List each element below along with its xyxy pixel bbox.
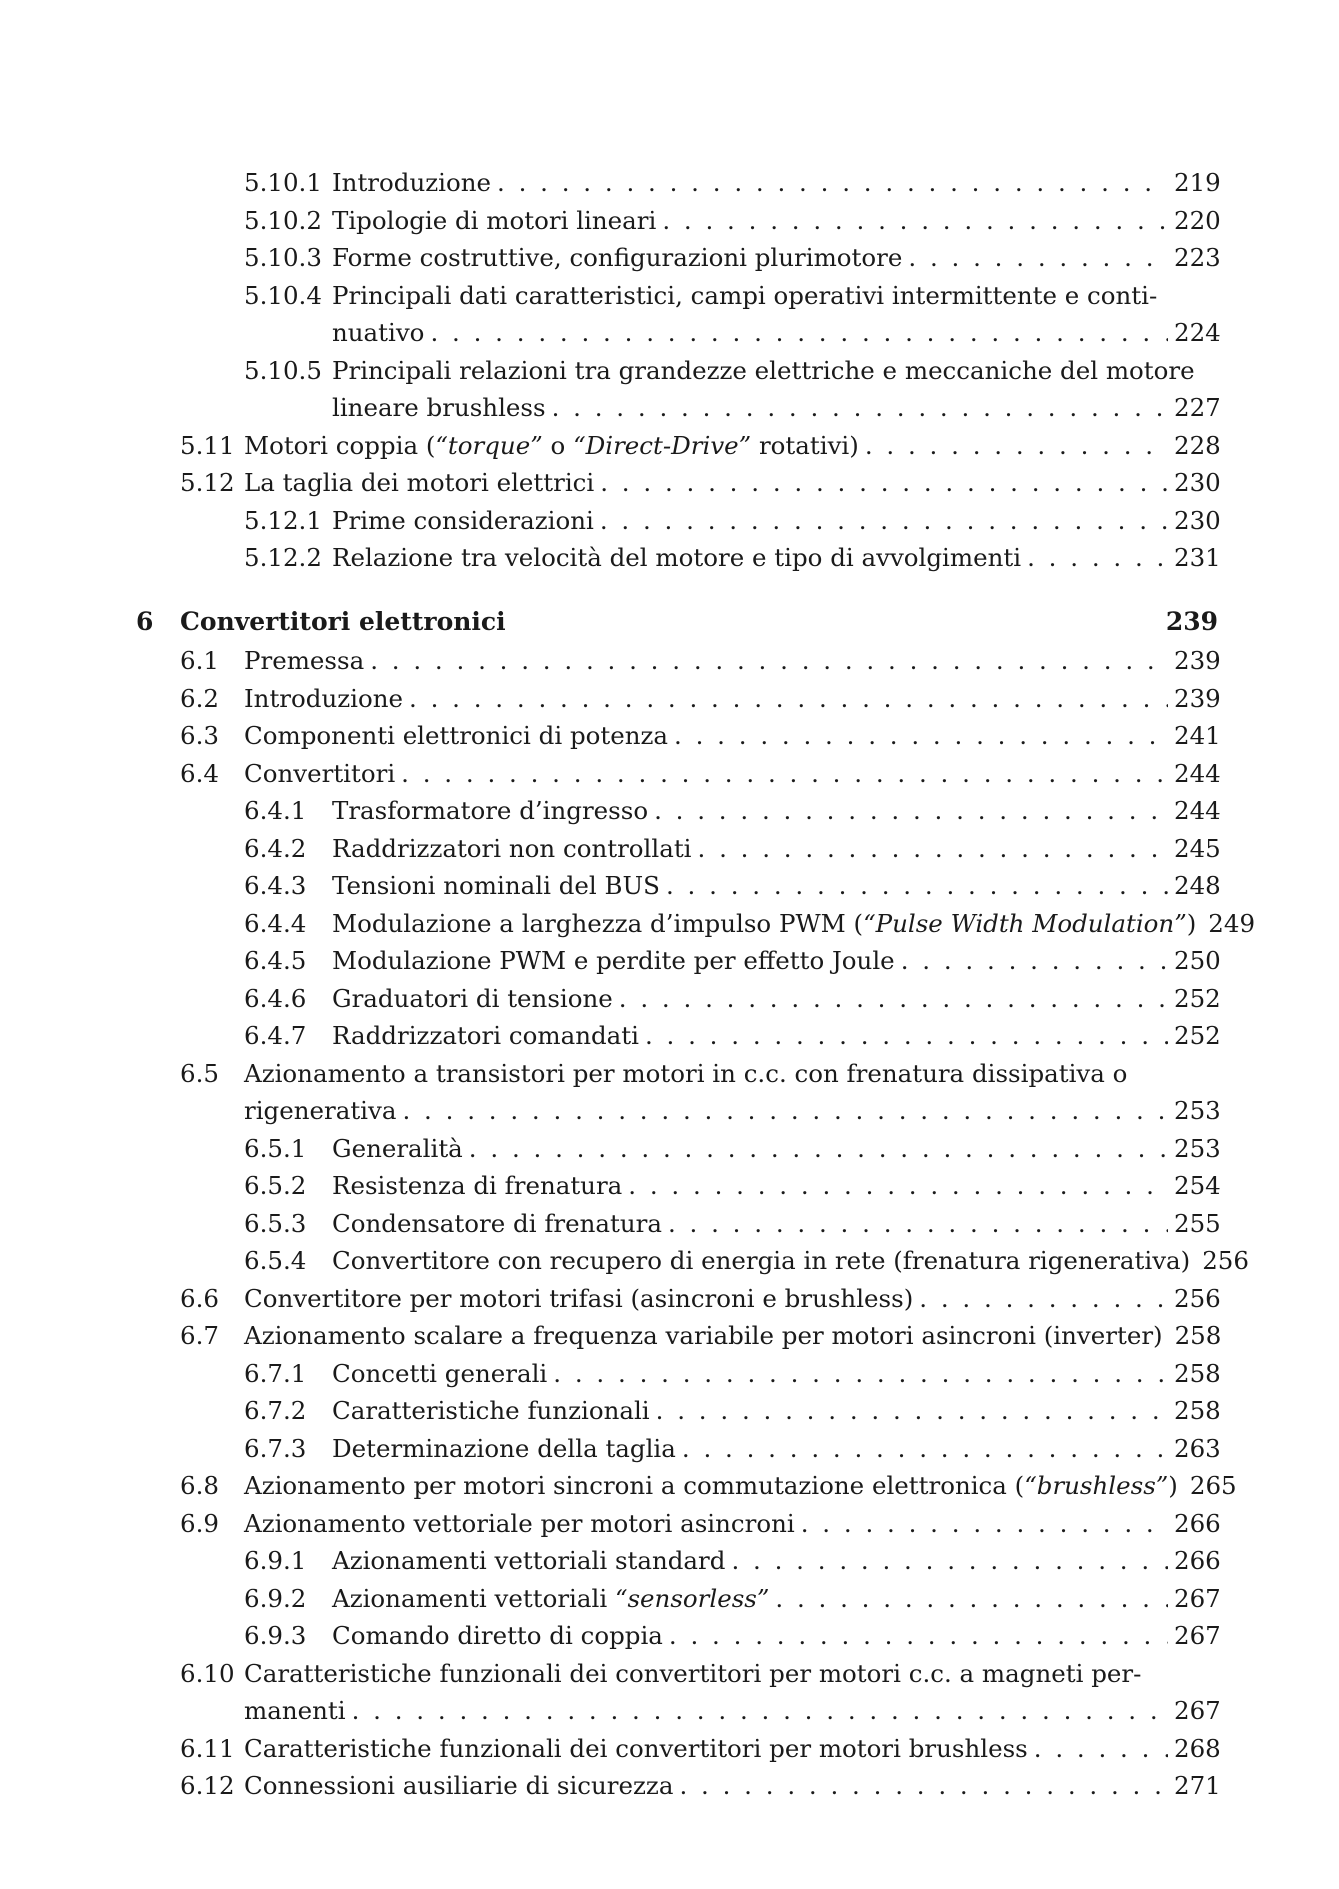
toc-entry-page: 241 [1174, 721, 1221, 750]
toc-entry-number: 6.9 [180, 1508, 219, 1538]
toc-entry-title: Forme costruttive, configurazioni plurimotore [332, 243, 903, 272]
toc-entry[interactable] [136, 1767, 1221, 1805]
toc-entry[interactable] [136, 867, 1221, 905]
toc-entry[interactable] [136, 905, 1256, 943]
toc-entry-number: 6.5.1 [244, 1133, 307, 1163]
dot-leader [1027, 539, 1168, 577]
toc-entry-number: 6.6 [180, 1283, 219, 1313]
toc-entry-number: 6.5.2 [244, 1171, 307, 1200]
dot-leader [401, 755, 1168, 793]
toc-entry-page: 239 [1174, 683, 1221, 713]
toc-entry-title-line: Caratteristiche funzionali dei convertitori per motori c.c. a magneti per- [244, 1658, 1142, 1688]
toc-entry-title: Resistenza di frenatura [332, 1171, 623, 1200]
toc-entry[interactable] [136, 792, 1221, 830]
toc-entry-page: 253 [1174, 1096, 1221, 1125]
toc-entry-number: 6.4.7 [244, 1021, 307, 1050]
toc-entry[interactable] [136, 1430, 1221, 1468]
toc-entry-number: 6.5.4 [244, 1246, 307, 1275]
dot-leader [731, 1542, 1168, 1580]
toc-entry-title: Concetti generali [332, 1358, 548, 1388]
toc-entry-number: 5.12 [180, 468, 235, 497]
toc-entry-title: Graduatori di tensione [332, 983, 613, 1013]
toc-entry-title: Introduzione [332, 168, 491, 197]
toc-entry-page: 271 [1174, 1771, 1221, 1800]
toc-entry-page: 267 [1174, 1583, 1221, 1613]
toc-entry-page: 268 [1174, 1733, 1221, 1763]
toc-entry[interactable] [136, 717, 1221, 755]
toc-entry-number: 6.4.6 [244, 983, 307, 1013]
toc-entry-number: 5.10.5 [244, 355, 322, 385]
dot-leader [600, 464, 1168, 502]
toc-entry[interactable] [136, 1505, 1221, 1543]
toc-entry-number: 6.4.2 [244, 833, 307, 863]
toc-entry[interactable] [136, 1580, 1221, 1618]
toc-entry[interactable] [136, 277, 1221, 352]
toc-entry-title-line: Principali relazioni tra grandezze elettriche e meccaniche del motore [332, 355, 1195, 385]
toc-entry[interactable] [136, 1205, 1221, 1243]
toc-entry-title: Convertitori [244, 758, 396, 788]
toc-entry-page: 227 [1174, 393, 1221, 422]
toc-entry-title: Raddrizzatori comandati [332, 1021, 639, 1050]
toc-entry-title: Prime considerazioni [332, 505, 594, 535]
toc-entry-page: 224 [1174, 318, 1221, 347]
toc-entry-page: 253 [1174, 1133, 1221, 1163]
toc-entry-page: 252 [1174, 983, 1221, 1013]
toc-entry-title: Modulazione PWM e perdite per effetto Joule [332, 946, 895, 975]
dot-leader [600, 502, 1168, 540]
toc-entry-title-line: Principali dati caratteristici, campi operativi intermittente e conti- [332, 280, 1158, 310]
toc-entry-title: Modulazione a larghezza d’impulso PWM (“Pulse Width Modulation”) [332, 908, 1197, 938]
dot-leader [662, 202, 1168, 240]
toc-entry-number: 6.7.1 [244, 1358, 307, 1388]
toc-entry-page: 255 [1174, 1208, 1221, 1238]
toc-entry[interactable] [136, 1317, 1222, 1355]
toc-entry-page: 248 [1174, 871, 1221, 900]
dot-leader [698, 830, 1169, 868]
toc-entry-page: 258 [1174, 1321, 1222, 1350]
toc-entry[interactable] [136, 427, 1221, 465]
dot-leader [682, 1430, 1168, 1468]
toc-entry-page: 249 [1208, 908, 1256, 938]
toc-entry-page: 258 [1174, 1396, 1221, 1425]
toc-entry-page: 245 [1174, 833, 1221, 863]
toc-entry-number: 5.12.2 [244, 543, 322, 572]
dot-leader [402, 1092, 1168, 1130]
toc-entry-page: 239 [1165, 606, 1218, 636]
dot-leader [666, 867, 1168, 905]
dot-leader [370, 642, 1168, 680]
toc-entry-title: lineare brushless [332, 393, 546, 422]
toc-entry-number: 5.10.1 [244, 168, 322, 197]
toc-entry-title: rigenerativa [244, 1096, 397, 1125]
toc-entry[interactable] [136, 239, 1221, 277]
toc-entry[interactable] [136, 1280, 1221, 1318]
toc-entry-title: Azionamenti vettoriali standard [332, 1546, 726, 1575]
dot-leader [553, 1355, 1168, 1393]
toc-entry-number: 6.5 [180, 1058, 219, 1088]
toc-entry-page: 252 [1174, 1021, 1221, 1050]
toc-entry-title: Azionamento scalare a frequenza variabile per motori asincroni (inverter) [244, 1321, 1163, 1350]
toc-entry-page: 230 [1174, 468, 1221, 497]
toc-entry-page: 230 [1174, 505, 1221, 535]
toc-entry-number: 6.5.3 [244, 1208, 307, 1238]
toc-entry-number: 5.10.4 [244, 280, 322, 310]
dot-leader [654, 792, 1168, 830]
toc-entry-page: 267 [1174, 1696, 1221, 1725]
toc-entry[interactable] [136, 680, 1221, 718]
toc-entry-title: La taglia dei motori elettrici [244, 468, 595, 497]
toc-entry-number: 6.3 [180, 721, 219, 750]
toc-chapter[interactable] [136, 603, 1218, 641]
toc-entry-number: 6.9.2 [244, 1583, 307, 1613]
toc-entry[interactable] [136, 1392, 1221, 1430]
toc-entry-number: 6.4 [180, 758, 219, 788]
dot-leader [679, 1767, 1168, 1805]
toc-entry-page: 263 [1174, 1433, 1221, 1463]
toc-entry-page: 220 [1174, 205, 1221, 235]
dot-leader [919, 1280, 1168, 1318]
toc-entry[interactable] [136, 1055, 1221, 1130]
toc-entry-page: 256 [1202, 1246, 1249, 1275]
toc-entry[interactable] [136, 1242, 1249, 1280]
toc-entry-number: 6.12 [180, 1771, 235, 1800]
toc-entry-title: Azionamento vettoriale per motori asincroni [244, 1508, 795, 1538]
toc-entry-title: Condensatore di frenatura [332, 1208, 662, 1238]
toc-entry-title: Azionamenti vettoriali “sensorless” [332, 1583, 770, 1613]
toc-entry-page: 250 [1174, 946, 1221, 975]
toc-entry-number: 6.7 [180, 1321, 219, 1350]
toc-entry-title: Determinazione della taglia [332, 1433, 676, 1463]
dot-leader [801, 1505, 1168, 1543]
toc-entry-number: 6.7.2 [244, 1396, 307, 1425]
toc-entry-number: 6.4.1 [244, 796, 307, 825]
toc-entry[interactable] [136, 502, 1221, 540]
toc-entry[interactable] [136, 1355, 1221, 1393]
toc-entry[interactable] [136, 980, 1221, 1018]
toc-entry-number: 6.2 [180, 683, 219, 713]
toc-entry-page: 223 [1174, 243, 1221, 272]
toc-entry-number: 6.10 [180, 1658, 235, 1688]
toc-entry-page: 228 [1174, 430, 1221, 460]
toc-entry-title: Caratteristiche funzionali [332, 1396, 650, 1425]
dot-leader [628, 1167, 1168, 1205]
dot-leader [430, 314, 1168, 352]
toc-entry-title: manenti [244, 1696, 346, 1725]
dot-leader [669, 1617, 1168, 1655]
toc-entry-title: Introduzione [244, 683, 403, 713]
toc-entry-number: 6.4.3 [244, 871, 307, 900]
toc-entry-number: 5.10.2 [244, 205, 322, 235]
dot-leader [668, 1205, 1168, 1243]
toc-entry[interactable] [136, 539, 1221, 577]
dot-leader [352, 1692, 1168, 1730]
toc-entry-title: Tensioni nominali del BUS [332, 871, 660, 900]
toc-entry-title: nuativo [332, 318, 425, 347]
dot-leader [775, 1580, 1168, 1618]
toc-entry-page: 258 [1174, 1358, 1221, 1388]
toc-entry-number: 6 [136, 606, 154, 636]
toc-entry[interactable] [136, 352, 1221, 427]
dot-leader [497, 164, 1168, 202]
dot-leader [674, 717, 1168, 755]
toc-entry-number: 6.4.5 [244, 946, 307, 975]
toc-entry-title: Componenti elettronici di potenza [244, 721, 669, 750]
toc-entry-number: 6.9.1 [244, 1546, 307, 1575]
toc-entry[interactable] [136, 202, 1221, 240]
toc-entry-page: 266 [1174, 1508, 1221, 1538]
toc-entry[interactable] [136, 642, 1221, 680]
toc-entry-title: Motori coppia (“torque” o “Direct-Drive” rotativi) [244, 430, 859, 460]
toc-entry-page: 267 [1174, 1621, 1221, 1650]
toc-entry-page: 244 [1174, 758, 1221, 788]
toc-entry[interactable] [136, 942, 1221, 980]
toc-entry-title: Convertitori elettronici [180, 606, 506, 636]
toc-entry-title: Trasformatore d’ingresso [332, 796, 649, 825]
toc-entry[interactable] [136, 830, 1221, 868]
toc-entry-title: Raddrizzatori non controllati [332, 833, 692, 863]
toc-entry[interactable] [136, 1017, 1221, 1055]
toc-entry-title: Convertitore per motori trifasi (asincroni e brushless) [244, 1283, 914, 1313]
dot-leader [865, 427, 1168, 465]
toc-entry-title: Premessa [244, 646, 365, 675]
dot-leader [645, 1017, 1168, 1055]
dot-leader [908, 239, 1168, 277]
toc-entry-page: 231 [1174, 543, 1221, 572]
toc-entry-title: Relazione tra velocità del motore e tipo di avvolgimenti [332, 543, 1022, 572]
table-of-contents [136, 164, 1256, 1805]
dot-leader [901, 942, 1168, 980]
toc-entry[interactable] [136, 1730, 1221, 1768]
toc-entry[interactable] [136, 755, 1221, 793]
dot-leader [469, 1130, 1168, 1168]
dot-leader [409, 680, 1168, 718]
toc-entry-page: 254 [1174, 1171, 1221, 1200]
toc-entry-number: 6.1 [180, 646, 219, 675]
toc-entry-title: Generalità [332, 1133, 463, 1163]
dot-leader [1034, 1730, 1168, 1768]
toc-entry[interactable] [136, 1467, 1237, 1505]
toc-entry-page: 244 [1174, 796, 1221, 825]
toc-entry-page: 265 [1189, 1471, 1237, 1500]
toc-entry-number: 5.11 [180, 430, 235, 460]
toc-entry[interactable] [136, 1617, 1221, 1655]
toc-entry-page: 219 [1174, 168, 1221, 197]
toc-entry[interactable] [136, 1542, 1221, 1580]
toc-entry-page: 239 [1174, 646, 1221, 675]
toc-entry[interactable] [136, 1167, 1221, 1205]
toc-entry-number: 6.8 [180, 1471, 219, 1500]
toc-entry-title: Connessioni ausiliarie di sicurezza [244, 1771, 674, 1800]
toc-entry-number: 6.7.3 [244, 1433, 307, 1463]
toc-entry-title: Comando diretto di coppia [332, 1621, 663, 1650]
toc-entry-title: Azionamento per motori sincroni a commutazione elettronica (“brushless”) [244, 1471, 1178, 1500]
toc-entry[interactable] [136, 164, 1221, 202]
dot-leader [656, 1392, 1168, 1430]
toc-entry-page: 266 [1174, 1546, 1221, 1575]
toc-entry-number: 5.12.1 [244, 505, 322, 535]
toc-entry[interactable] [136, 464, 1221, 502]
dot-leader [552, 389, 1168, 427]
toc-entry-title-line: Azionamento a transistori per motori in c.c. con frenatura dissipativa o [244, 1058, 1128, 1088]
toc-entry-title: Caratteristiche funzionali dei convertitori per motori brushless [244, 1733, 1028, 1763]
toc-entry[interactable] [136, 1655, 1221, 1730]
toc-entry-number: 6.9.3 [244, 1621, 307, 1650]
toc-entry-number: 6.4.4 [244, 908, 307, 938]
toc-entry-page: 256 [1174, 1283, 1221, 1313]
toc-entry-title: Tipologie di motori lineari [332, 205, 657, 235]
toc-entry-title: Convertitore con recupero di energia in rete (frenatura rigenerativa) [332, 1246, 1191, 1275]
toc-entry-number: 5.10.3 [244, 243, 322, 272]
toc-entry[interactable] [136, 1130, 1221, 1168]
dot-leader [619, 980, 1168, 1018]
toc-entry-number: 6.11 [180, 1733, 235, 1763]
